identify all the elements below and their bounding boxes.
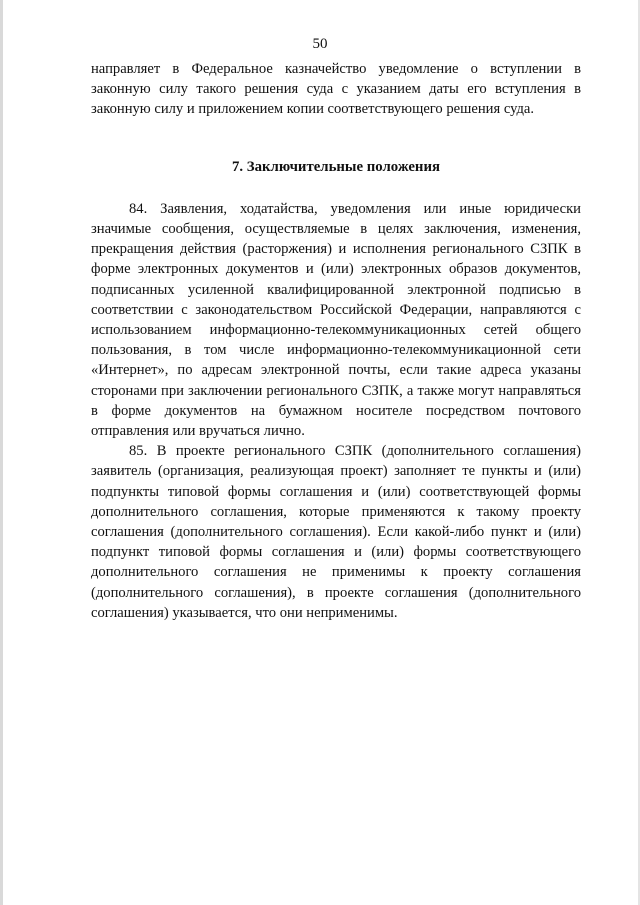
scan-left-edge <box>0 0 3 905</box>
paragraph-85: 85. В проекте регионального СЗПК (дополнительного соглашения) заявитель (организация, реализующая проект) заполняет те пункты и (или) подпункты типовой формы соглашения и (или) соответствующей формы дополнительного соглашения, которые применяются к такому проекту соглашения (дополнительного соглашения). Если какой-либо пункт и (или) подпункт типовой формы соглашения и (или) формы соответствующего дополнительного соглашения не применимы к проекту соглашения (дополнительного соглашения), в проекте соглашения (дополнительного соглашения) указывается, что они неприменимы. <box>91 443 581 621</box>
section-heading: 7. Заключительные положения <box>232 158 440 175</box>
continuation-paragraph: направляет в Федеральное казначейство уведомление о вступлении в законную силу такого решения суда с указанием даты его вступления в законную силу и приложением копии соответствующего решения суда. <box>91 61 581 118</box>
paragraph-84: 84. Заявления, ходатайства, уведомления или иные юридически значимые сообщения, осуществляемые в целях заключения, изменения, прекращения действия (расторжения) и исполнения регионального СЗПК в форме электронных документов и (или) электронных образов документов, подписанных усиленной квалифицированной электронной подписью в соответствии с законодательством Российской Федерации, направляются с использованием информационно-телекоммуникационных сетей общего пользования, в том числе информационно-телекоммуникационной сети «Интернет», по адресам электронной почты, если такие адреса указаны сторонами при заключении регионального СЗПК, а также могут направляться в форме документов на бумажном носителе посредством почтового отправления или вручаться лично. <box>91 200 581 440</box>
page-number: 50 <box>312 36 328 52</box>
document-body <box>91 59 581 623</box>
